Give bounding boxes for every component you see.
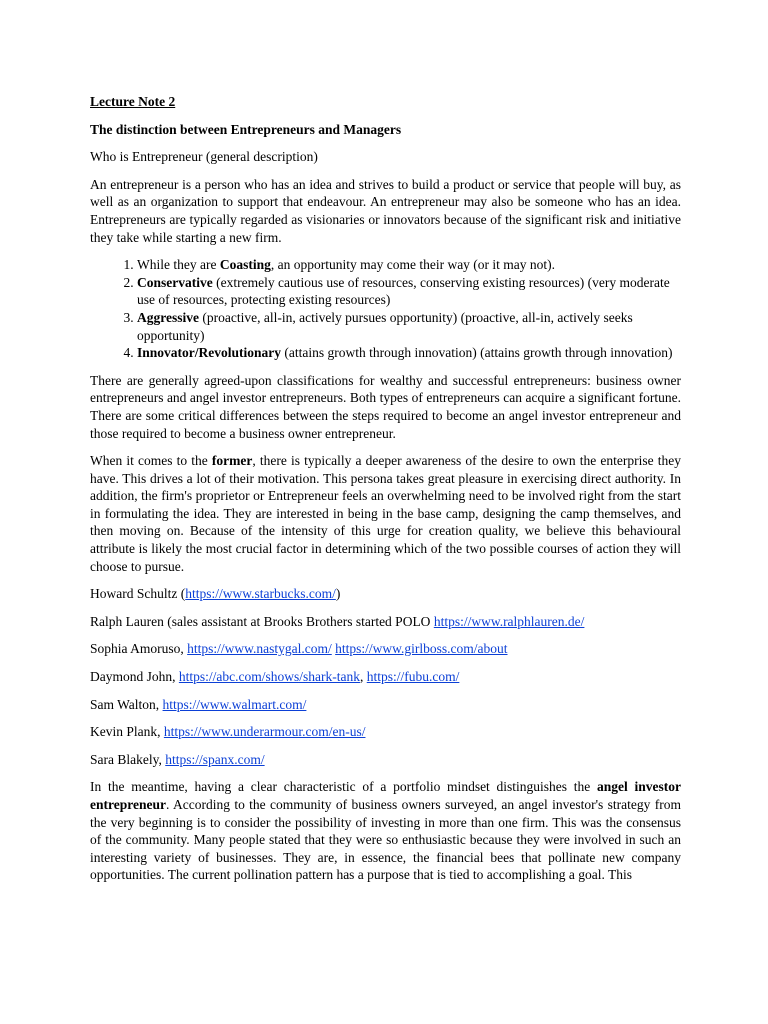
example-amoruso: Sophia Amoruso, https://www.nastygal.com/ https://www.girlboss.com/about: [90, 641, 508, 657]
entrepreneur-types-list: [90, 256, 681, 362]
shark-tank-link[interactable]: https://abc.com/shows/shark-tank: [178, 669, 360, 685]
list-item: 2. Conservative (extremely cautious use of resources, conserving existing resources) (very moderate use of resources, protecting existing resources): [137, 274, 681, 309]
example-plank: Kevin Plank, https://www.underarmour.com/en-us/: [90, 724, 366, 740]
fubu-link[interactable]: https://fubu.com/: [366, 669, 460, 685]
underarmour-link[interactable]: https://www.underarmour.com/en-us/: [163, 724, 366, 740]
girlboss-link[interactable]: https://www.girlboss.com/about: [335, 641, 508, 657]
subheading: Who is Entrepreneur (general description): [90, 149, 318, 165]
list-item: 4. Innovator/Revolutionary (attains growth through innovation) (attains growth through innovation): [137, 344, 681, 362]
nastygal-link[interactable]: https://www.nastygal.com/: [187, 641, 332, 657]
spanx-link[interactable]: https://spanx.com/: [165, 751, 265, 767]
intro-paragraph: An entrepreneur is a person who has an idea and strives to build a product or service that people will buy, as well as an organization to support that endeavour. An entrepreneur may also be someone who has an idea. Entrepreneurs are typically regarded as visionaries or innovators because of the significant risk and initiative they take while starting a new firm.: [90, 176, 681, 245]
classification-paragraph: There are generally agreed-upon classifications for wealthy and successful entrepreneurs: business owner entrepreneurs and angel investor entrepreneurs. Both types of entrepreneurs can acquire a significant fortune. There are some critical differences between the steps required to become an angel investor entrepreneur and those required to become a business owner entrepreneur.: [90, 372, 681, 441]
angel-investor-paragraph: In the meantime, having a clear characteristic of a portfolio mindset distinguishes the angel investor entrepreneur. According to the community of business owners surveyed, an angel investor's strategy from the very beginning is to consider the possibility of investing in more than one firm. This was the consensus of the community. Many people stated that they were so enthusiastic because they were involved in such an interesting variety of businesses. They are, in essence, the financial bees that pollinate new company opportunities. The current pollination pattern has a purpose that is tied to accomplishing a goal. This: [90, 779, 681, 883]
ralphlauren-link[interactable]: https://www.ralphlauren.de/: [433, 613, 585, 629]
example-john: Daymond John, https://abc.com/shows/shark-tank, https://fubu.com/: [90, 669, 460, 685]
example-schultz: Howard Schultz (https://www.starbucks.com/): [90, 586, 341, 602]
walmart-link[interactable]: https://www.walmart.com/: [162, 696, 307, 712]
former-paragraph: When it comes to the former, there is typically a deeper awareness of the desire to own the enterprise they have. This drives a lot of their motivation. This persona takes great pleasure in exercising direct authority. In addition, the firm's proprietor or Entrepreneur feels an overwhelming need to be involved right from the start in formulating the idea. They are interested in being in the base camp, designing the camp themselves, and then moving on. Because of the intensity of this urge for creation quality, we believe this behavioural attribute is likely the most crucial factor in determining which of the two possible courses of action they will choose to pursue.: [90, 453, 681, 574]
starbucks-link[interactable]: https://www.starbucks.com/: [185, 586, 336, 602]
list-item: 1. While they are Coasting, an opportunity may come their way (or it may not).: [137, 256, 681, 274]
example-lauren: Ralph Lauren (sales assistant at Brooks Brothers started POLO https://www.ralphlauren.de/: [90, 613, 585, 629]
list-item: 3. Aggressive (proactive, all-in, actively pursues opportunity) (proactive, all-in, actively seeks opportunity): [137, 309, 681, 344]
lecture-title: Lecture Note 2: [90, 94, 176, 109]
example-blakely: Sara Blakely, https://spanx.com/: [90, 751, 265, 767]
example-walton: Sam Walton, https://www.walmart.com/: [90, 696, 307, 712]
section-title: The distinction between Entrepreneurs and Managers: [90, 121, 402, 137]
